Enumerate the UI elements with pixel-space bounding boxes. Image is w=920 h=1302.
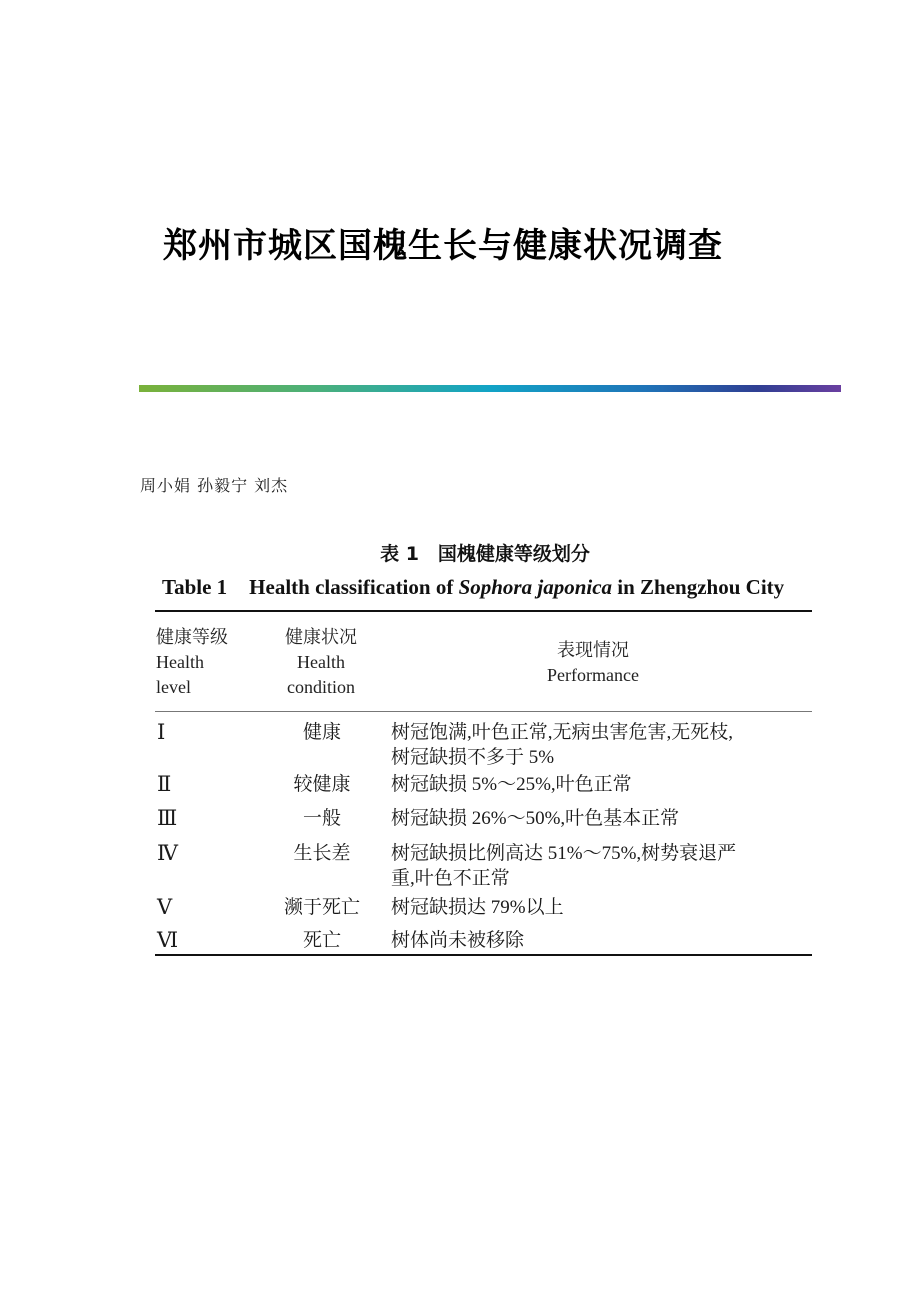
header-condition-zh: 健康状况 <box>285 627 357 647</box>
table-header-rule <box>155 711 812 712</box>
cell-health-level: Ⅴ <box>157 895 173 919</box>
table-top-rule <box>155 610 812 612</box>
performance-line: 树冠缺损 26%～50%,叶色基本正常 <box>391 808 680 829</box>
performance-line: 树冠缺损不多于 5% <box>391 747 555 768</box>
table-number: Table 1 <box>162 575 228 599</box>
cell-health-condition: 濒于死亡 <box>283 897 360 918</box>
cell-health-condition: 健康 <box>302 722 341 743</box>
cell-health-level: Ⅱ <box>157 772 172 796</box>
header-performance-zh: 表现情况 <box>557 640 629 660</box>
authors-line: 周小娟 孙毅宁 刘杰 <box>140 476 289 495</box>
cell-health-level: Ⅲ <box>157 806 178 830</box>
performance-line: 树冠缺损达 79%以上 <box>391 897 564 918</box>
header-level-zh: 健康等级 <box>156 627 228 647</box>
header-health-level <box>156 625 228 700</box>
cell-health-level: Ⅵ <box>157 928 179 952</box>
cell-performance <box>391 841 811 891</box>
document-title: 郑州市城区国槐生长与健康状况调查 <box>163 226 723 266</box>
header-level-en-2: level <box>156 677 191 697</box>
table-caption-chinese: 表 1 国槐健康等级划分 <box>380 543 590 565</box>
performance-line: 树体尚未被移除 <box>391 930 525 951</box>
cell-performance <box>391 772 811 797</box>
header-condition-en-1: Health <box>297 652 345 672</box>
cell-health-condition: 较健康 <box>293 774 351 795</box>
performance-line: 重,叶色不正常 <box>391 868 510 889</box>
performance-line: 树冠缺损 5%～25%,叶色正常 <box>391 774 632 795</box>
caption-text-post: in Zhengzhou City <box>612 575 785 599</box>
cell-performance <box>391 895 811 920</box>
cell-health-condition: 一般 <box>302 808 341 829</box>
decorative-gradient-divider <box>139 385 841 392</box>
cell-health-level: Ⅳ <box>157 841 178 865</box>
table-bottom-rule <box>155 954 812 956</box>
table-caption-english <box>162 575 784 600</box>
performance-line: 树冠缺损比例高达 51%～75%,树势衰退严 <box>391 843 737 864</box>
header-level-en-1: Health <box>156 652 204 672</box>
header-health-condition <box>278 625 364 700</box>
performance-line: 树冠饱满,叶色正常,无病虫害危害,无死枝, <box>391 722 734 743</box>
cell-performance <box>391 928 811 953</box>
header-condition-en-2: condition <box>287 677 355 697</box>
cell-health-condition: 生长差 <box>293 843 351 864</box>
header-performance-en: Performance <box>547 665 639 685</box>
header-performance <box>518 638 668 688</box>
caption-text-pre: Health classification of <box>249 575 459 599</box>
cell-performance <box>391 806 811 831</box>
caption-species-name: Sophora japonica <box>458 575 613 599</box>
cell-health-condition: 死亡 <box>302 930 341 951</box>
cell-performance <box>391 720 811 770</box>
cell-health-level: Ⅰ <box>157 720 166 744</box>
